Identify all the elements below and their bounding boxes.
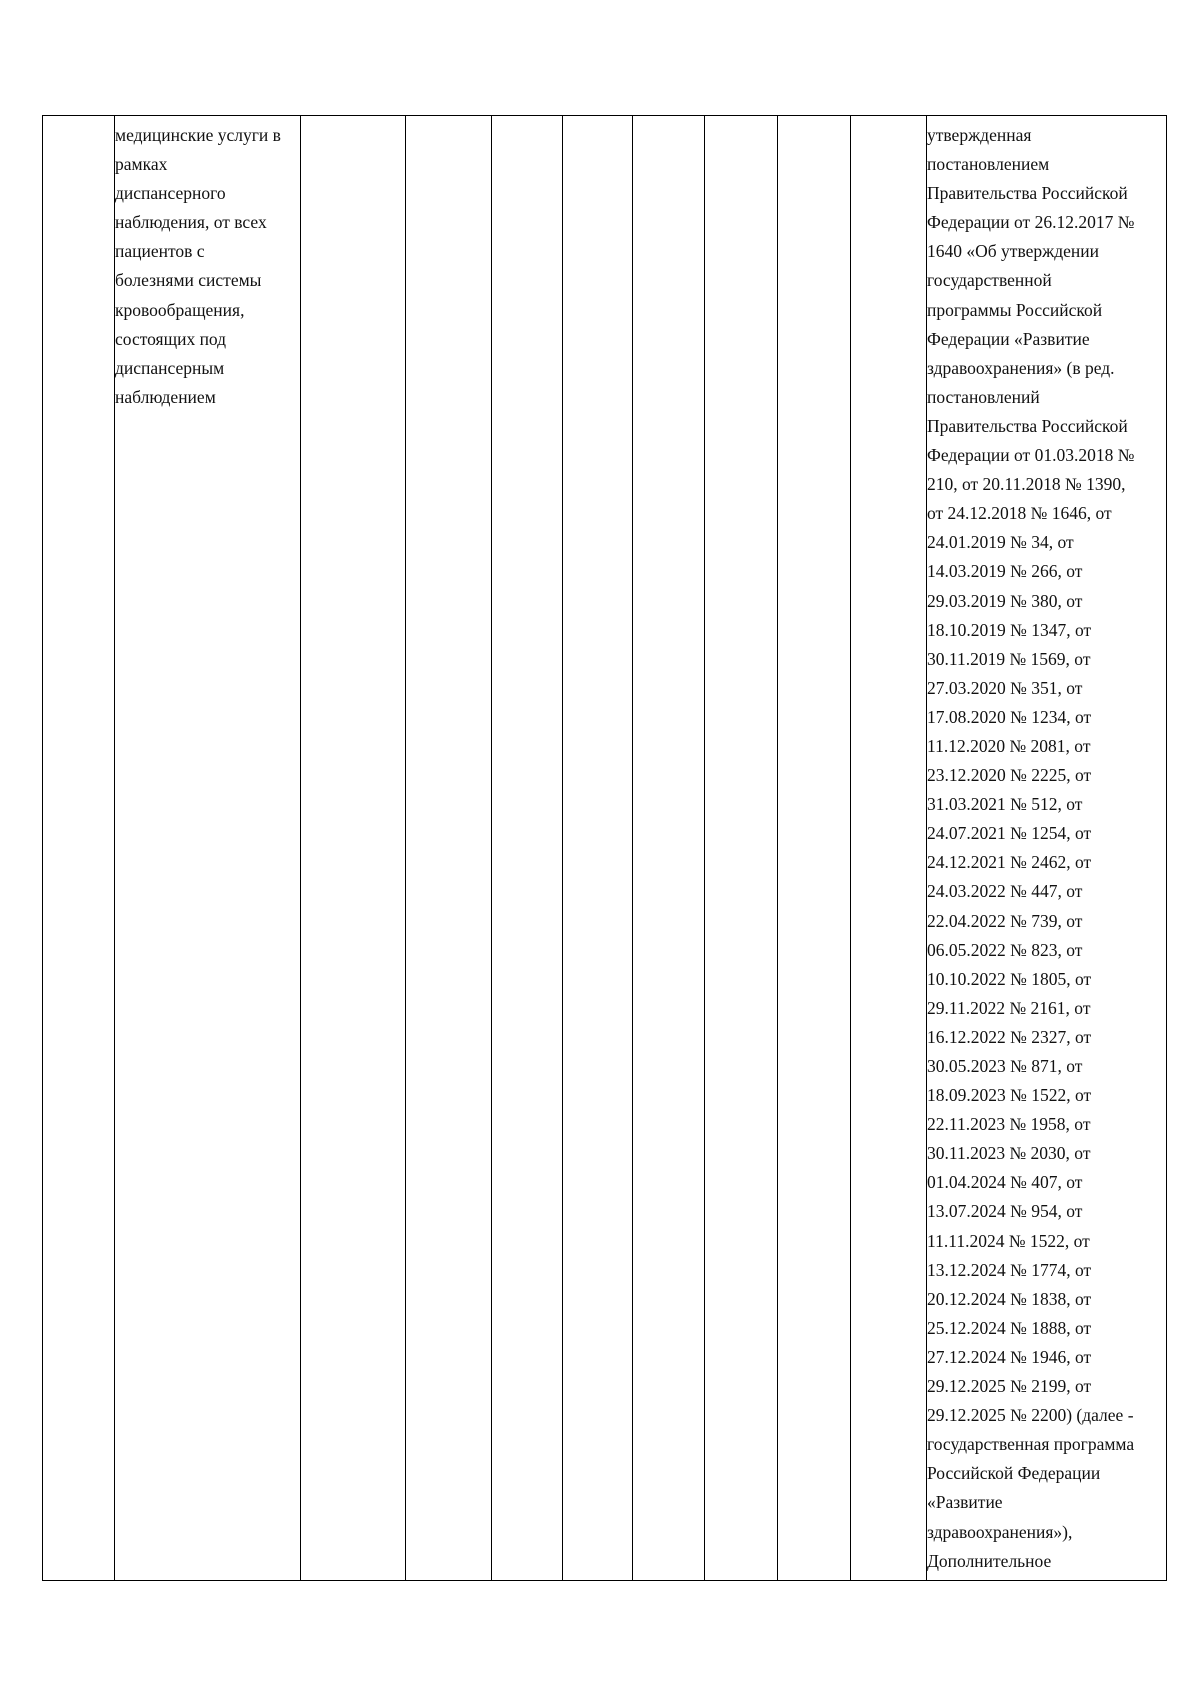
text-line: государственной [927,270,1052,291]
text-line: Российской Федерации [927,1463,1101,1484]
text-line: 30.11.2019 № 1569, от [927,648,1091,669]
text-line: 17.08.2020 № 1234, от [927,706,1092,727]
text-line: 23.12.2020 № 2225, от [927,765,1092,786]
table-cell-1 [43,116,115,1581]
legal-basis-text [927,121,1166,1576]
text-line: 06.05.2022 № 823, от [927,939,1083,960]
text-line: 24.07.2021 № 1254, от [927,823,1092,844]
text-line: 18.09.2023 № 1522, от [927,1085,1092,1106]
table-cell-4 [406,116,492,1581]
table-cell-3 [301,116,406,1581]
text-line: состоящих под [115,328,227,349]
text-line: 10.10.2022 № 1805, от [927,968,1092,989]
text-line: наблюдением [115,386,216,407]
table-cell-legal-basis [927,116,1167,1581]
text-line: 1640 «Об утверждении [927,241,1099,262]
text-line: 31.03.2021 № 512, от [927,794,1083,815]
text-line: 30.05.2023 № 871, от [927,1056,1083,1076]
text-line: 22.04.2022 № 739, от [927,910,1083,931]
text-line: Правительства Российской [927,415,1128,436]
text-line: 24.03.2022 № 447, от [927,881,1083,902]
text-line: программы Российской [927,299,1103,320]
table-cell-6 [563,116,633,1581]
text-line: 11.12.2020 № 2081, от [927,735,1091,756]
text-line: 210, от 20.11.2018 № 1390, [927,474,1126,495]
text-line: 29.12.2025 № 2200) (далее - [927,1405,1134,1426]
text-line: утвержденная [927,125,1032,145]
text-line: диспансерным [115,357,225,378]
text-line: постановлением [927,154,1050,175]
text-line: 30.11.2023 № 2030, от [927,1143,1091,1164]
table-cell-5 [492,116,563,1581]
text-line: 27.12.2024 № 1946, от [927,1346,1092,1367]
text-line: кровообращения, [115,299,245,320]
text-line: 24.12.2021 № 2462, от [927,852,1092,873]
document-table [42,115,1167,1581]
text-line: Федерации «Развитие [927,328,1090,349]
text-line: 29.11.2022 № 2161, от [927,997,1091,1018]
text-line: рамках [115,154,168,175]
text-line: 18.10.2019 № 1347, от [927,619,1092,640]
text-line: здравоохранения» (в ред. [927,357,1115,378]
text-line: 27.03.2020 № 351, от [927,677,1083,698]
text-line: 29.12.2025 № 2199, от [927,1376,1092,1397]
text-line: Федерации от 26.12.2017 № [927,212,1135,233]
text-line: Федерации от 01.03.2018 № [927,445,1135,466]
text-line: наблюдения, от всех [115,212,267,233]
text-line: 01.04.2024 № 407, от [927,1172,1083,1193]
text-line: 14.03.2019 № 266, от [927,561,1083,582]
text-line: 13.12.2024 № 1774, от [927,1259,1092,1280]
table-cell-9 [778,116,851,1581]
text-line: здравоохранения»), [927,1521,1073,1542]
text-line: 16.12.2022 № 2327, от [927,1026,1092,1047]
text-line: от 24.12.2018 № 1646, от [927,503,1112,524]
text-line: государственная программа [927,1434,1135,1455]
text-line: 25.12.2024 № 1888, от [927,1317,1092,1338]
description-text [115,121,300,412]
table-cell-10 [851,116,927,1581]
table-cell-description [115,116,301,1581]
text-line: болезнями системы [115,270,262,291]
text-line: «Развитие [927,1492,1003,1513]
table-cell-8 [705,116,778,1581]
table-cell-7 [633,116,705,1581]
text-line: 24.01.2019 № 34, от [927,532,1074,553]
text-line: Дополнительное [927,1550,1052,1571]
table-row [43,116,1167,1581]
text-line: пациентов с [115,241,205,262]
text-line: медицинские услуги в [115,125,281,145]
text-line: постановлений [927,386,1040,407]
text-line: диспансерного [115,183,226,204]
text-line: Правительства Российской [927,183,1128,204]
text-line: 22.11.2023 № 1958, от [927,1114,1091,1135]
text-line: 13.07.2024 № 954, от [927,1201,1083,1222]
text-line: 11.11.2024 № 1522, от [927,1230,1090,1251]
text-line: 20.12.2024 № 1838, от [927,1288,1092,1309]
text-line: 29.03.2019 № 380, от [927,590,1083,611]
